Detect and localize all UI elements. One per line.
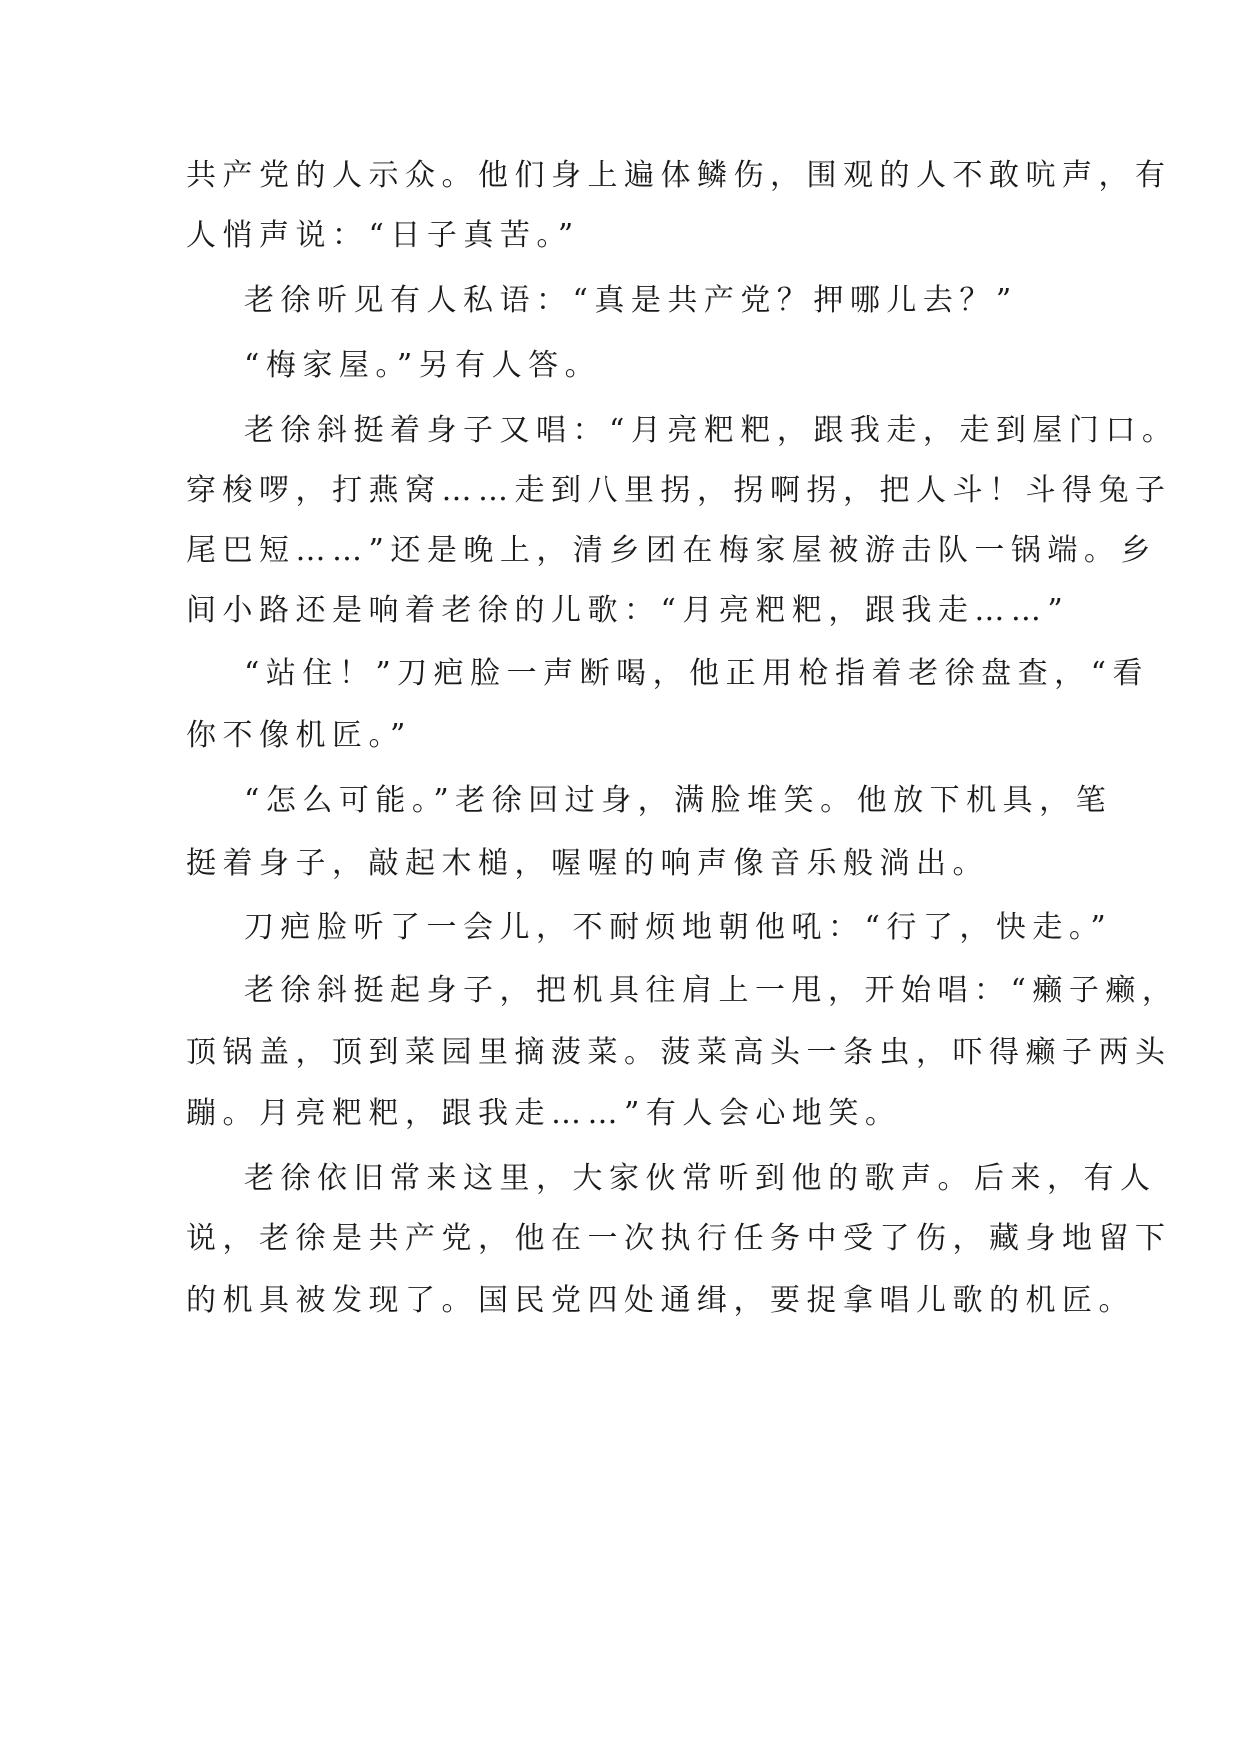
text-line: 顶锅盖，顶到菜园里摘菠菜。菠菜高头一条虫，吓得癞子两头 [186,1035,1172,1070]
text-line: “梅家屋。”另有人答。 [244,348,602,383]
text-line: 蹦。月亮粑粑，跟我走……”有人会心地笑。 [186,1096,902,1131]
text-line: 挺着身子，敲起木槌，喔喔的响声像音乐般淌出。 [186,846,989,881]
text-line: 共产党的人示众。他们身上遍体鳞伤，围观的人不敢吭声，有 [186,158,1172,193]
text-line: 老徐斜挺着身子又唱：“月亮粑粑，跟我走，走到屋门口。 [244,413,1179,448]
text-line: 间小路还是响着老徐的儿歌：“月亮粑粑，跟我走……” [186,593,1070,628]
text-line: 刀疤脸听了一会儿，不耐烦地朝他吼：“行了，快走。” [244,910,1113,945]
text-line: 老徐依旧常来这里，大家伙常听到他的歌声。后来，有人 [244,1161,1157,1196]
text-line: “怎么可能。”老徐回过身，满脸堆笑。他放下机具，笔 [244,783,1113,818]
text-line: 穿梭啰，打燕窝……走到八里拐，拐啊拐，把人斗！斗得兔子 [186,473,1172,508]
text-line: 人悄声说：“日子真苦。” [186,218,580,253]
text-line: 说，老徐是共产党，他在一次执行任务中受了伤，藏身地留下 [186,1221,1172,1256]
text-line: 的机具被发现了。国民党四处通缉，要捉拿唱儿歌的机匠。 [186,1283,1135,1318]
text-line: “站住！”刀疤脸一声断喝，他正用枪指着老徐盘查，“看 [244,656,1150,691]
text-line: 老徐听见有人私语：“真是共产党？押哪儿去？” [244,283,1018,318]
text-line: 老徐斜挺起身子，把机具往肩上一甩，开始唱：“癞子癞， [244,973,1179,1008]
text-line: 尾巴短……”还是晚上，清乡团在梅家屋被游击队一锅端。乡 [186,533,1157,568]
text-line: 你不像机匠。” [186,718,412,753]
